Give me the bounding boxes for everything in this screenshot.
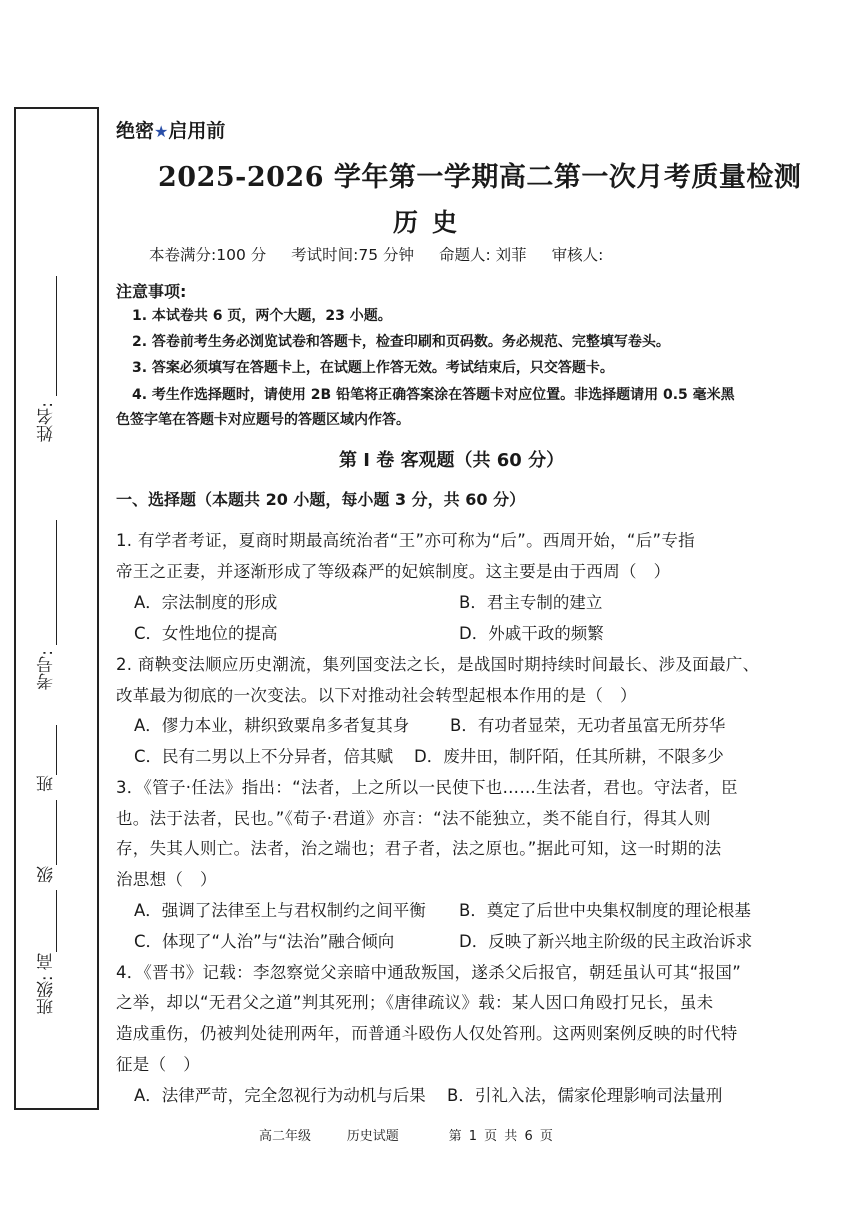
page-footer [259, 1125, 553, 1144]
confidential-mark [116, 116, 225, 143]
q2-option-c: C．民有二男以上不分异者，倍其赋 [134, 747, 394, 766]
class-ji-char: 级 [37, 866, 57, 883]
class-ban-char: 班 [37, 775, 57, 792]
class-blank-line-3 [56, 890, 57, 952]
full-score: 本卷满分:100 分 [149, 246, 267, 264]
q4-option-b: B．引礼入法，儒家伦理影响司法量刑 [447, 1086, 723, 1105]
q3-option-a: A．强调了法律至上与君权制约之间平衡 [134, 901, 426, 920]
q4-option-a: A．法律严苛，完全忽视行为动机与后果 [134, 1086, 426, 1105]
q1-option-d: D．外戚干政的频繁 [459, 624, 604, 643]
question-1-line: 1. 有学者考证，夏商时期最高统治者“王”亦可称为“后”。西周开始，“后”专指 [116, 531, 695, 550]
question-1-line: 帝王之正妻，并逐渐形成了等级森严的妃嫔制度。这主要是由于西周（ ） [116, 562, 671, 581]
q3-option-b: B．奠定了后世中央集权制度的理论根基 [459, 901, 751, 920]
exam-time: 考试时间:75 分钟 [291, 246, 415, 264]
name-label: 姓名: [37, 402, 57, 442]
notice-item: 4. 考生作选择题时，请使用 2B 铅笔将正确答案涂在答题卡对应位置。非选择题请用 0.5 毫米黑 [132, 387, 735, 403]
class-blank-line-1 [56, 725, 57, 775]
question-2-line: 改革最为彻底的一次变法。以下对推动社会转型起根本作用的是（ ） [116, 686, 637, 705]
reviewer: 审核人: [551, 246, 604, 264]
q2-option-b: B．有功者显荣，无功者虽富无所芬华 [450, 716, 726, 735]
notice-item: 2. 答卷前考生务必浏览试卷和答题卡，检查印刷和页码数。务必规范、完整填写卷头。 [132, 334, 670, 350]
name-blank-line [56, 276, 57, 396]
q1-option-b: B．君主专制的建立 [459, 593, 603, 612]
exam-no-blank-line [56, 520, 57, 645]
notice-item: 色签字笔在答题卡对应题号的答题区域内作答。 [116, 412, 410, 428]
question-3-line: 治思想（ ） [116, 870, 217, 889]
question-3-line: 3．《管子·任法》指出：“法者，上之所以一民使下也……生法者，君也。守法者，臣 [116, 778, 738, 797]
notice-item: 3. 答案必须填写在答题卡上，在试题上作答无效。考试结束后，只交答题卡。 [132, 360, 614, 376]
exam-no-label: 考号: [37, 650, 57, 690]
question-3-line: 也。法于法者，民也。”《荀子·君道》亦言：“法不能独立，类不能自行，得其人则 [116, 809, 711, 828]
confidential-prefix: 绝密 [116, 120, 155, 142]
q3-option-c: C．体现了“人治”与“法治”融合倾向 [134, 932, 395, 951]
class-label: 班级: 高 [37, 953, 57, 1016]
q2-option-d: D．废井田，制阡陌，任其所耕，不限多少 [414, 747, 724, 766]
question-3-line: 存，失其人则亡。法者，治之端也；君子者，法之原也。”据此可知，这一时期的法 [116, 839, 722, 858]
star-icon: ★ [154, 122, 169, 141]
notice-item: 1. 本试卷共 6 页，两个大题，23 小题。 [132, 308, 392, 324]
question-4-line: 4．《晋书》记载：李忽察觉父亲暗中通敌叛国，遂杀父后报官，朝廷虽认可其“报国” [116, 963, 742, 982]
subject-title: 历史 [393, 208, 472, 237]
q3-option-d: D．反映了新兴地主阶级的民主政治诉求 [459, 932, 753, 951]
question-2-line: 2. 商鞅变法顺应历史潮流，集列国变法之长，是战国时期持续时间最长、涉及面最广、 [116, 655, 760, 674]
footer-page-number: 第 1 页 共 6 页 [448, 1129, 553, 1144]
class-blank-line-2 [56, 800, 57, 865]
footer-grade: 高二年级 [259, 1129, 312, 1144]
part-heading: 第 I 卷 客观题（共 60 分） [339, 450, 565, 471]
q2-option-a: A．僇力本业，耕织致粟帛多者复其身 [134, 716, 410, 735]
question-4-line: 征是（ ） [116, 1055, 200, 1074]
question-4-line: 之举，却以“无君父之道”判其死刑；《唐律疏议》载：某人因口角殴打兄长，虽未 [116, 993, 714, 1012]
exam-info [149, 243, 623, 265]
exam-title: 2025-2026 学年第一学期高二第一次月考质量检测 [158, 162, 802, 193]
notice-heading: 注意事项: [116, 282, 187, 301]
question-4-line: 造成重伤，仍被判处徒刑两年，而普通斗殴伤人仅处笞刑。这两则案例反映的时代特 [116, 1024, 738, 1043]
footer-paper: 历史试题 [346, 1129, 399, 1144]
confidential-suffix: 启用前 [168, 120, 226, 142]
author: 命题人: 刘菲 [438, 246, 527, 264]
section-heading: 一、选择题（本题共 20 小题，每小题 3 分，共 60 分） [116, 490, 526, 509]
q1-option-c: C．女性地位的提高 [134, 624, 278, 643]
q1-option-a: A．宗法制度的形成 [134, 593, 278, 612]
